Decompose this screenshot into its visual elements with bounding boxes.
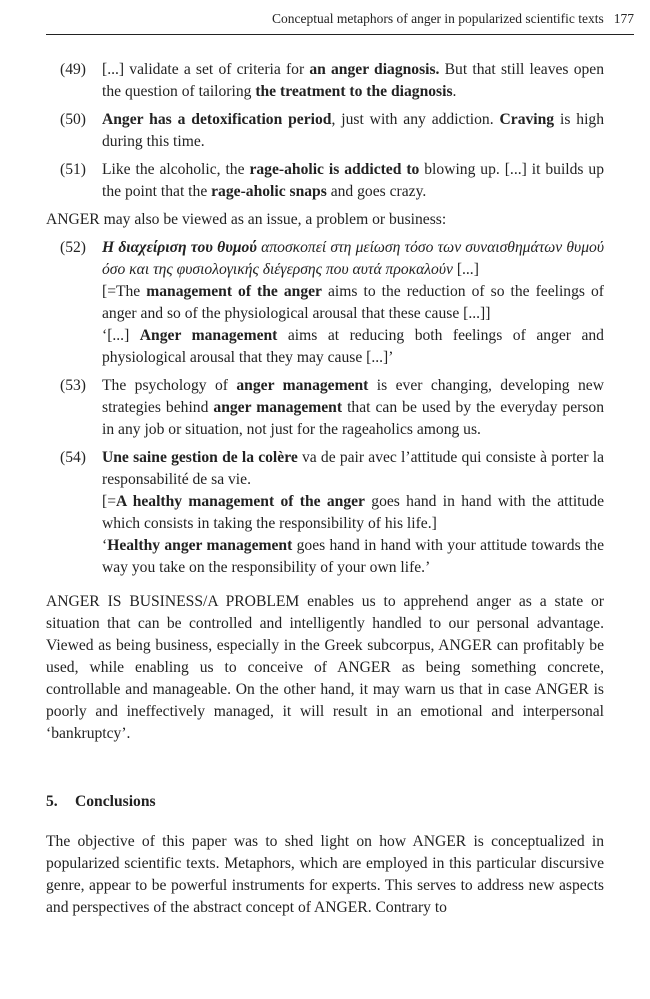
paragraph-issue: ANGER may also be viewed as an issue, a problem or business:	[46, 211, 447, 228]
running-title: Conceptual metaphors of anger in popularized scientific texts	[271, 11, 604, 26]
example-text: Anger has a detoxification period, just with any addiction. Craving is high during this time.	[102, 111, 604, 150]
example-text: Like the alcoholic, the rage-aholic is addicted to blowing up. [...] it builds up the point that the rage-aholic snaps and goes crazy.	[102, 161, 604, 200]
section-heading	[46, 791, 604, 813]
example-50	[46, 109, 604, 153]
example-number: (49)	[60, 61, 86, 78]
example-number: (52)	[60, 239, 86, 256]
body-text	[46, 59, 604, 925]
example-number: (51)	[60, 161, 86, 178]
section-title: Conclusions	[75, 793, 156, 810]
french-original: Une saine gestion de la colère va de pair avec l’attitude qui consiste à porter la responsabilité de sa vie.	[102, 449, 604, 488]
free-translation: ‘Healthy anger management goes hand in hand with your attitude towards the way you take on the responsibility of your own life.’	[102, 537, 605, 576]
example-53	[46, 375, 604, 441]
literal-gloss: [=The management of the anger aims to the reduction of so the feelings of anger and so of the physiological arousal that these cause [...]]	[102, 283, 604, 322]
example-text: [...] validate a set of criteria for an anger diagnosis. But that still leaves open the question of tailoring the treatment to the diagnosis.	[102, 61, 605, 100]
example-51	[46, 159, 604, 203]
running-header	[46, 10, 634, 35]
example-52	[46, 237, 604, 369]
example-number: (50)	[60, 111, 86, 128]
example-number: (53)	[60, 377, 86, 394]
page-number: 177	[613, 11, 634, 26]
greek-original: Η διαχείριση του θυμού αποσκοπεί στη μείωση τόσο των συναισθημάτων θυμού όσο και της φυσιολογικής διέγερσης που αυτά προκαλούν [...]	[102, 239, 604, 278]
example-text: The psychology of anger management is ever changing, developing new strategies behind anger management that can be used by the everyday person in any job or situation, not just for the rageaholics among us.	[102, 377, 604, 438]
paragraph-conclusions: The objective of this paper was to shed light on how ANGER is conceptualized in popularized scientific texts. Metaphors, which are employed in this particular discursive genre, appear to be powerful instruments for experts. This serves to address new aspects and perspectives of the abstract concept of ANGER. Contrary to	[46, 833, 604, 916]
free-translation: ‘[...] Anger management aims at reducing both feelings of anger and physiological arousal that they may cause [...]’	[102, 327, 604, 366]
literal-gloss: [=A healthy management of the anger goes hand in hand with the attitude which consists in taking the responsibility of his life.]	[102, 493, 604, 532]
example-number: (54)	[60, 449, 86, 466]
example-54	[46, 447, 604, 579]
section-number: 5.	[46, 793, 58, 810]
example-49	[46, 59, 604, 103]
paragraph-business: ANGER IS BUSINESS/A PROBLEM enables us to apprehend anger as a state or situation that can be controlled and intelligently handled to our personal advantage. Viewed as being business, especially in the Greek subcorpus, ANGER can profitably be used, while enabling us to conceive of ANGER as being something concrete, controllable and manageable. On the other hand, it may warn us that in case ANGER is poorly and ineffectively managed, it will result in an emotional and interpersonal ‘bankruptcy’.	[46, 593, 604, 742]
